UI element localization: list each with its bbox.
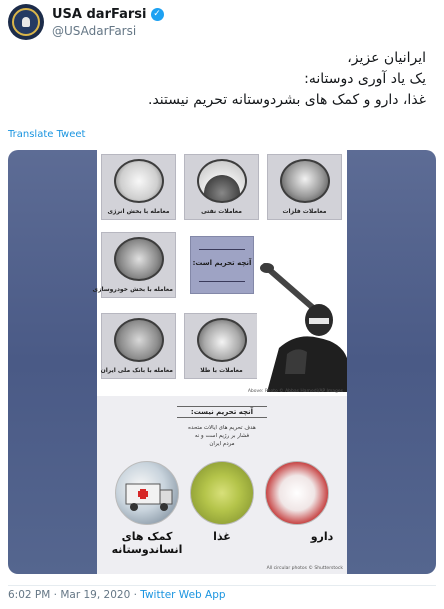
tweet-time[interactable]: 6:02 PM (8, 589, 51, 601)
tile-label: معاملات فلزات (282, 208, 327, 215)
tile-label: معاملات با طلا (200, 367, 243, 374)
caption-humanitarian-aid (105, 530, 189, 556)
tweet-text (26, 48, 426, 111)
tweet-line: یک یاد آوری دوستانه: (304, 71, 426, 87)
cars-photo (114, 237, 164, 281)
tweet-line: ایرانیان عزیز، (347, 50, 426, 66)
sanctioned-title: آنچه تحریم است: (192, 259, 252, 267)
metals-photo (280, 159, 330, 203)
sanctioned-section (92, 150, 347, 396)
infographic-poster (92, 150, 347, 574)
tweet-header (8, 4, 436, 44)
tweet-date[interactable]: Mar 19, 2020 (60, 589, 131, 601)
author-handle[interactable]: @USAdarFarsi (52, 24, 137, 38)
photo-credit: All circular photos © Shutterstock (266, 566, 343, 571)
text-line: مردم ایران (209, 441, 235, 447)
tile-label: معامله با بخش خودروسازی (92, 286, 173, 293)
armed-fighter-photo (257, 262, 347, 392)
grain-sacks-photo (190, 461, 254, 525)
tile-label: معامله با بانک ملی ایران (100, 367, 173, 374)
oil-rig-photo (197, 159, 247, 203)
separator: · (133, 589, 137, 601)
tile-metals (267, 154, 342, 220)
banknotes-photo (114, 318, 164, 362)
tile-energy (101, 154, 176, 220)
photo-credit: Above: Photo © Abbas Hamedi/AP Images (247, 389, 343, 394)
state-department-seal-icon (12, 8, 40, 36)
title-rule (199, 281, 245, 282)
medicine-pills-photo (265, 461, 329, 525)
text-line: هدف تحریم های ایالات متحده (188, 425, 256, 431)
translate-tweet-link[interactable]: Translate Tweet (8, 129, 86, 140)
tweet-line: غذا، دارو و کمک های بشردوستانه تحریم نیستند. (148, 92, 426, 108)
tile-label: معاملات نفتی (201, 208, 242, 215)
aid-truck-icon (116, 462, 180, 526)
author-name[interactable] (52, 7, 164, 22)
caption-line: کمک های (121, 530, 173, 543)
tweet-footer (8, 589, 226, 601)
footer-divider (8, 585, 436, 586)
display-name[interactable]: USA darFarsi (52, 7, 147, 22)
tile-oil (184, 154, 259, 220)
title-rule (199, 249, 245, 250)
separator: · (53, 589, 57, 601)
tile-gold (184, 313, 259, 379)
caption-line: انساندوستانه (111, 543, 183, 556)
text-line: فشار بر رژیم است و نه (194, 433, 250, 439)
aid-truck-photo (115, 461, 179, 525)
power-tower-photo (114, 159, 164, 203)
verified-badge-icon: ✓ (151, 8, 164, 21)
caption-food: غذا (213, 530, 231, 543)
not-sanctioned-text (157, 424, 287, 448)
not-sanctioned-title: آنچه تحریم نیست: (177, 406, 267, 418)
tile-automotive (92, 232, 176, 298)
not-sanctioned-section (97, 396, 347, 574)
sanctioned-title-box (190, 236, 254, 294)
tile-national-bank (101, 313, 176, 379)
tweet-source-link[interactable]: Twitter Web App (140, 589, 226, 601)
caption-medicine: دارو (310, 530, 334, 543)
gold-bars-photo (197, 318, 247, 362)
tile-label: معامله با بخش انرژی (107, 208, 170, 215)
avatar[interactable] (8, 4, 44, 40)
tweet-media-image[interactable] (8, 150, 436, 574)
